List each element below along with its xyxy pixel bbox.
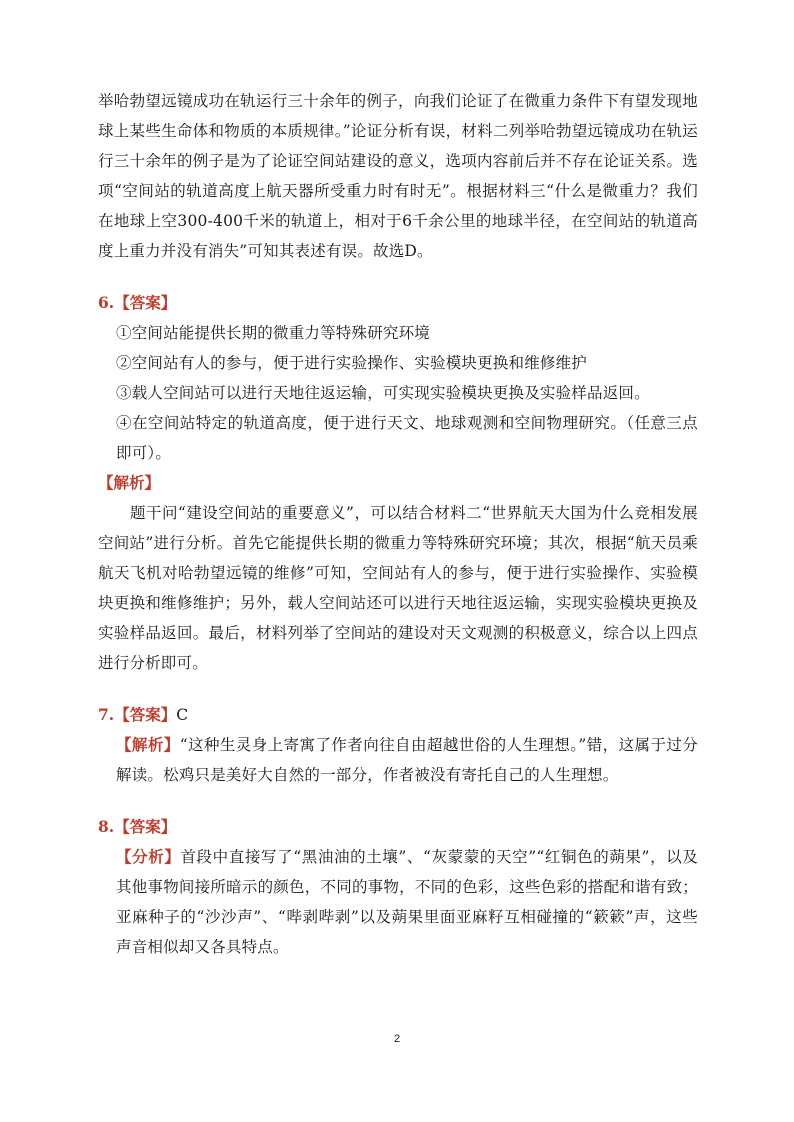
q8-answer-label: 【答案】 — [114, 817, 177, 836]
intro-paragraph: 举哈勃望远镜成功在轨运行三十余年的例子，向我们论证了在微重力条件下有望发现地球上某些生命体和物质的本质规律。”论证分析有误，材料二列举哈勃望远镜成功在轨运行三十余年的例子是为了论证空间站建设的意义，选项内容前后并不存在论证关系。选项“空间站的轨道高度上航天器所受重力时有时无”。根据材料三“什么是微重力？我们在地球上空300-400千米的轨道上，相对于6千余公里的地球半径，在空间站的轨道高度上重力并没有消失”可知其表述有误。故选D。 — [98, 92, 698, 260]
q6-answer-label: 【答案】 — [114, 293, 177, 312]
question-7 — [98, 700, 698, 790]
q6-point-4: ④在空间站特定的轨道高度，便于进行天文、地球观测和空间物理研究。（任意三点即可）。 — [116, 414, 698, 462]
page-number: 2 — [393, 1033, 401, 1045]
q8-analysis-text: 首段中直接写了“黑油油的土壤”、“灰蒙蒙的天空”“红铜色的蒴果”，以及其他事物间接所暗示的颜色，不同的事物，不同的色彩，这些色彩的搭配和谐有致；亚麻种子的“沙沙声”、“哔剥哔剥”以及蒴果里面亚麻籽互相碰撞的“簌簌”声，这些声音相似却又各具特点。 — [116, 848, 698, 956]
q7-number: 7. — [98, 705, 115, 724]
q7-analysis-label: 【解析】 — [116, 735, 180, 754]
q7-analysis-text: “这种生灵身上寄寓了作者向往自由超越世俗的人生理想。”错，这属于过分解读。松鸡只是美好大自然的一部分，作者被没有寄托自己的人生理想。 — [116, 736, 698, 784]
q6-point-2: ②空间站有人的参与，便于进行实验操作、实验模块更换和维修维护 — [116, 354, 588, 372]
q8-analysis-label: 【分析】 — [116, 847, 181, 866]
q6-number: 6. — [98, 293, 115, 312]
document-page — [98, 86, 698, 962]
q6-analysis-heading — [98, 468, 698, 498]
q6-analysis-text: 题干问“建设空间站的重要意义”，可以结合材料二“世界航天大国为什么竞相发展空间站”进行分析。首先它能提供长期的微重力等特殊研究环境；其次，根据“航天员乘航天飞机对哈勃望远镜的维修”可知，空间站有人的参与，便于进行实验操作、实验模块更换和维修维护；另外，载人空间站还可以进行天地往返运输，实现实验模块更换及实验样品返回。最后，材料列举了空间站的建设对天文观测的积极意义，综合以上四点进行分析即可。 — [98, 504, 698, 672]
q6-analysis-label: 【解析】 — [98, 473, 161, 492]
question-8 — [98, 812, 698, 962]
q8-analysis — [98, 842, 698, 962]
q8-number: 8. — [98, 817, 115, 836]
q7-heading — [98, 700, 698, 730]
q7-answer: C — [176, 706, 189, 724]
q6-point-3: ③载人空间站可以进行天地往返运输，可实现实验模块更换及实验样品返回。 — [116, 384, 650, 402]
q6-point-1: ①空间站能提供长期的微重力等特殊研究环境 — [116, 324, 431, 342]
q7-answer-label: 【答案】 — [114, 705, 177, 724]
q7-analysis — [98, 730, 698, 790]
q8-heading — [98, 812, 698, 842]
question-6 — [98, 288, 698, 678]
q6-heading — [98, 288, 698, 318]
